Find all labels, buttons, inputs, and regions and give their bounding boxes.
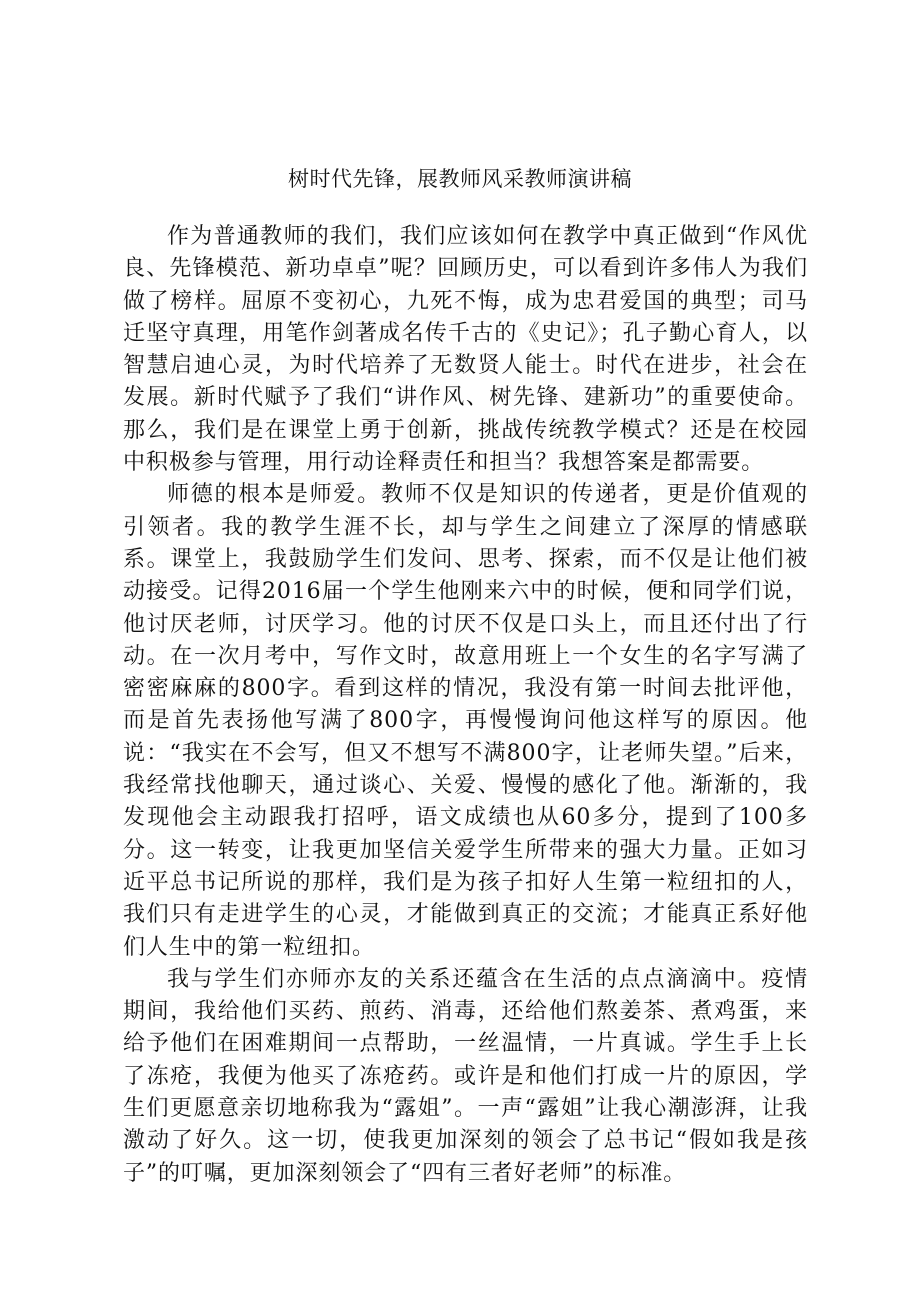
paragraph: 作为普通教师的我们，我们应该如何在教学中真正做到“作风优良、先锋模范、新功卓卓”呢？回顾历史，可以看到许多伟人为我们做了榜样。屈原不变初心，九死不悔，成为忠君爱国的典型；司马迁坚守真理，用笔作剑著成名传千古的《史记》；孔子勤心育人，以智慧启迪心灵，为时代培养了无数贤人能士。时代在进步，社会在发展。新时代赋予了我们“讲作风、树先锋、建新功”的重要使命。那么，我们是在课堂上勇于创新，挑战传统教学模式？还是在校园中积极参与管理，用行动诠释责任和担当？我想答案是都需要。 — [123, 224, 808, 476]
document-title: 树时代先锋，展教师风采教师演讲稿 — [288, 167, 632, 191]
document-body — [123, 221, 808, 1190]
paragraph: 师德的根本是师爱。教师不仅是知识的传递者，更是价值观的引领者。我的教学生涯不长，却与学生之间建立了深厚的情感联系。课堂上，我鼓励学生们发问、思考、探索，而不仅是让他们被动接受。记得2016届一个学生他刚来六中的时候，便和同学们说，他讨厌老师，讨厌学习。他的讨厌不仅是口头上，而且还付出了行动。在一次月考中，写作文时，故意用班上一个女生的名字写满了密密麻麻的800字。看到这样的情况，我没有第一时间去批评他，而是首先表扬他写满了800字，再慢慢询问他这样写的原因。他说：“我实在不会写，但又不想写不满800字，让老师失望。”后来，我经常找他聊天，通过谈心、关爱、慢慢的感化了他。渐渐的，我发现他会主动跟我打招呼，语文成绩也从60多分，提到了100多分。这一转变，让我更加坚信关爱学生所带来的强大力量。正如习近平总书记所说的那样，我们是为孩子扣好人生第一粒纽扣的人，我们只有走进学生的心灵，才能做到真正的交流；才能真正系好他们人生中的第一粒纽扣。 — [123, 482, 808, 960]
paragraph: 我与学生们亦师亦友的关系还蕴含在生活的点点滴滴中。疫情期间，我给他们买药、煎药、消毒，还给他们熬姜茶、煮鸡蛋，来给予他们在困难期间一点帮助，一丝温情，一片真诚。学生手上长了冻疮，我便为他买了冻疮药。或许是和他们打成一片的原因，学生们更愿意亲切地称我为“露姐”。一声“露姐”让我心潮澎湃，让我激动了好久。这一切，使我更加深刻的领会了总书记“假如我是孩子”的叮嘱，更加深刻领会了“四有三者好老师”的标准。 — [123, 966, 808, 1186]
